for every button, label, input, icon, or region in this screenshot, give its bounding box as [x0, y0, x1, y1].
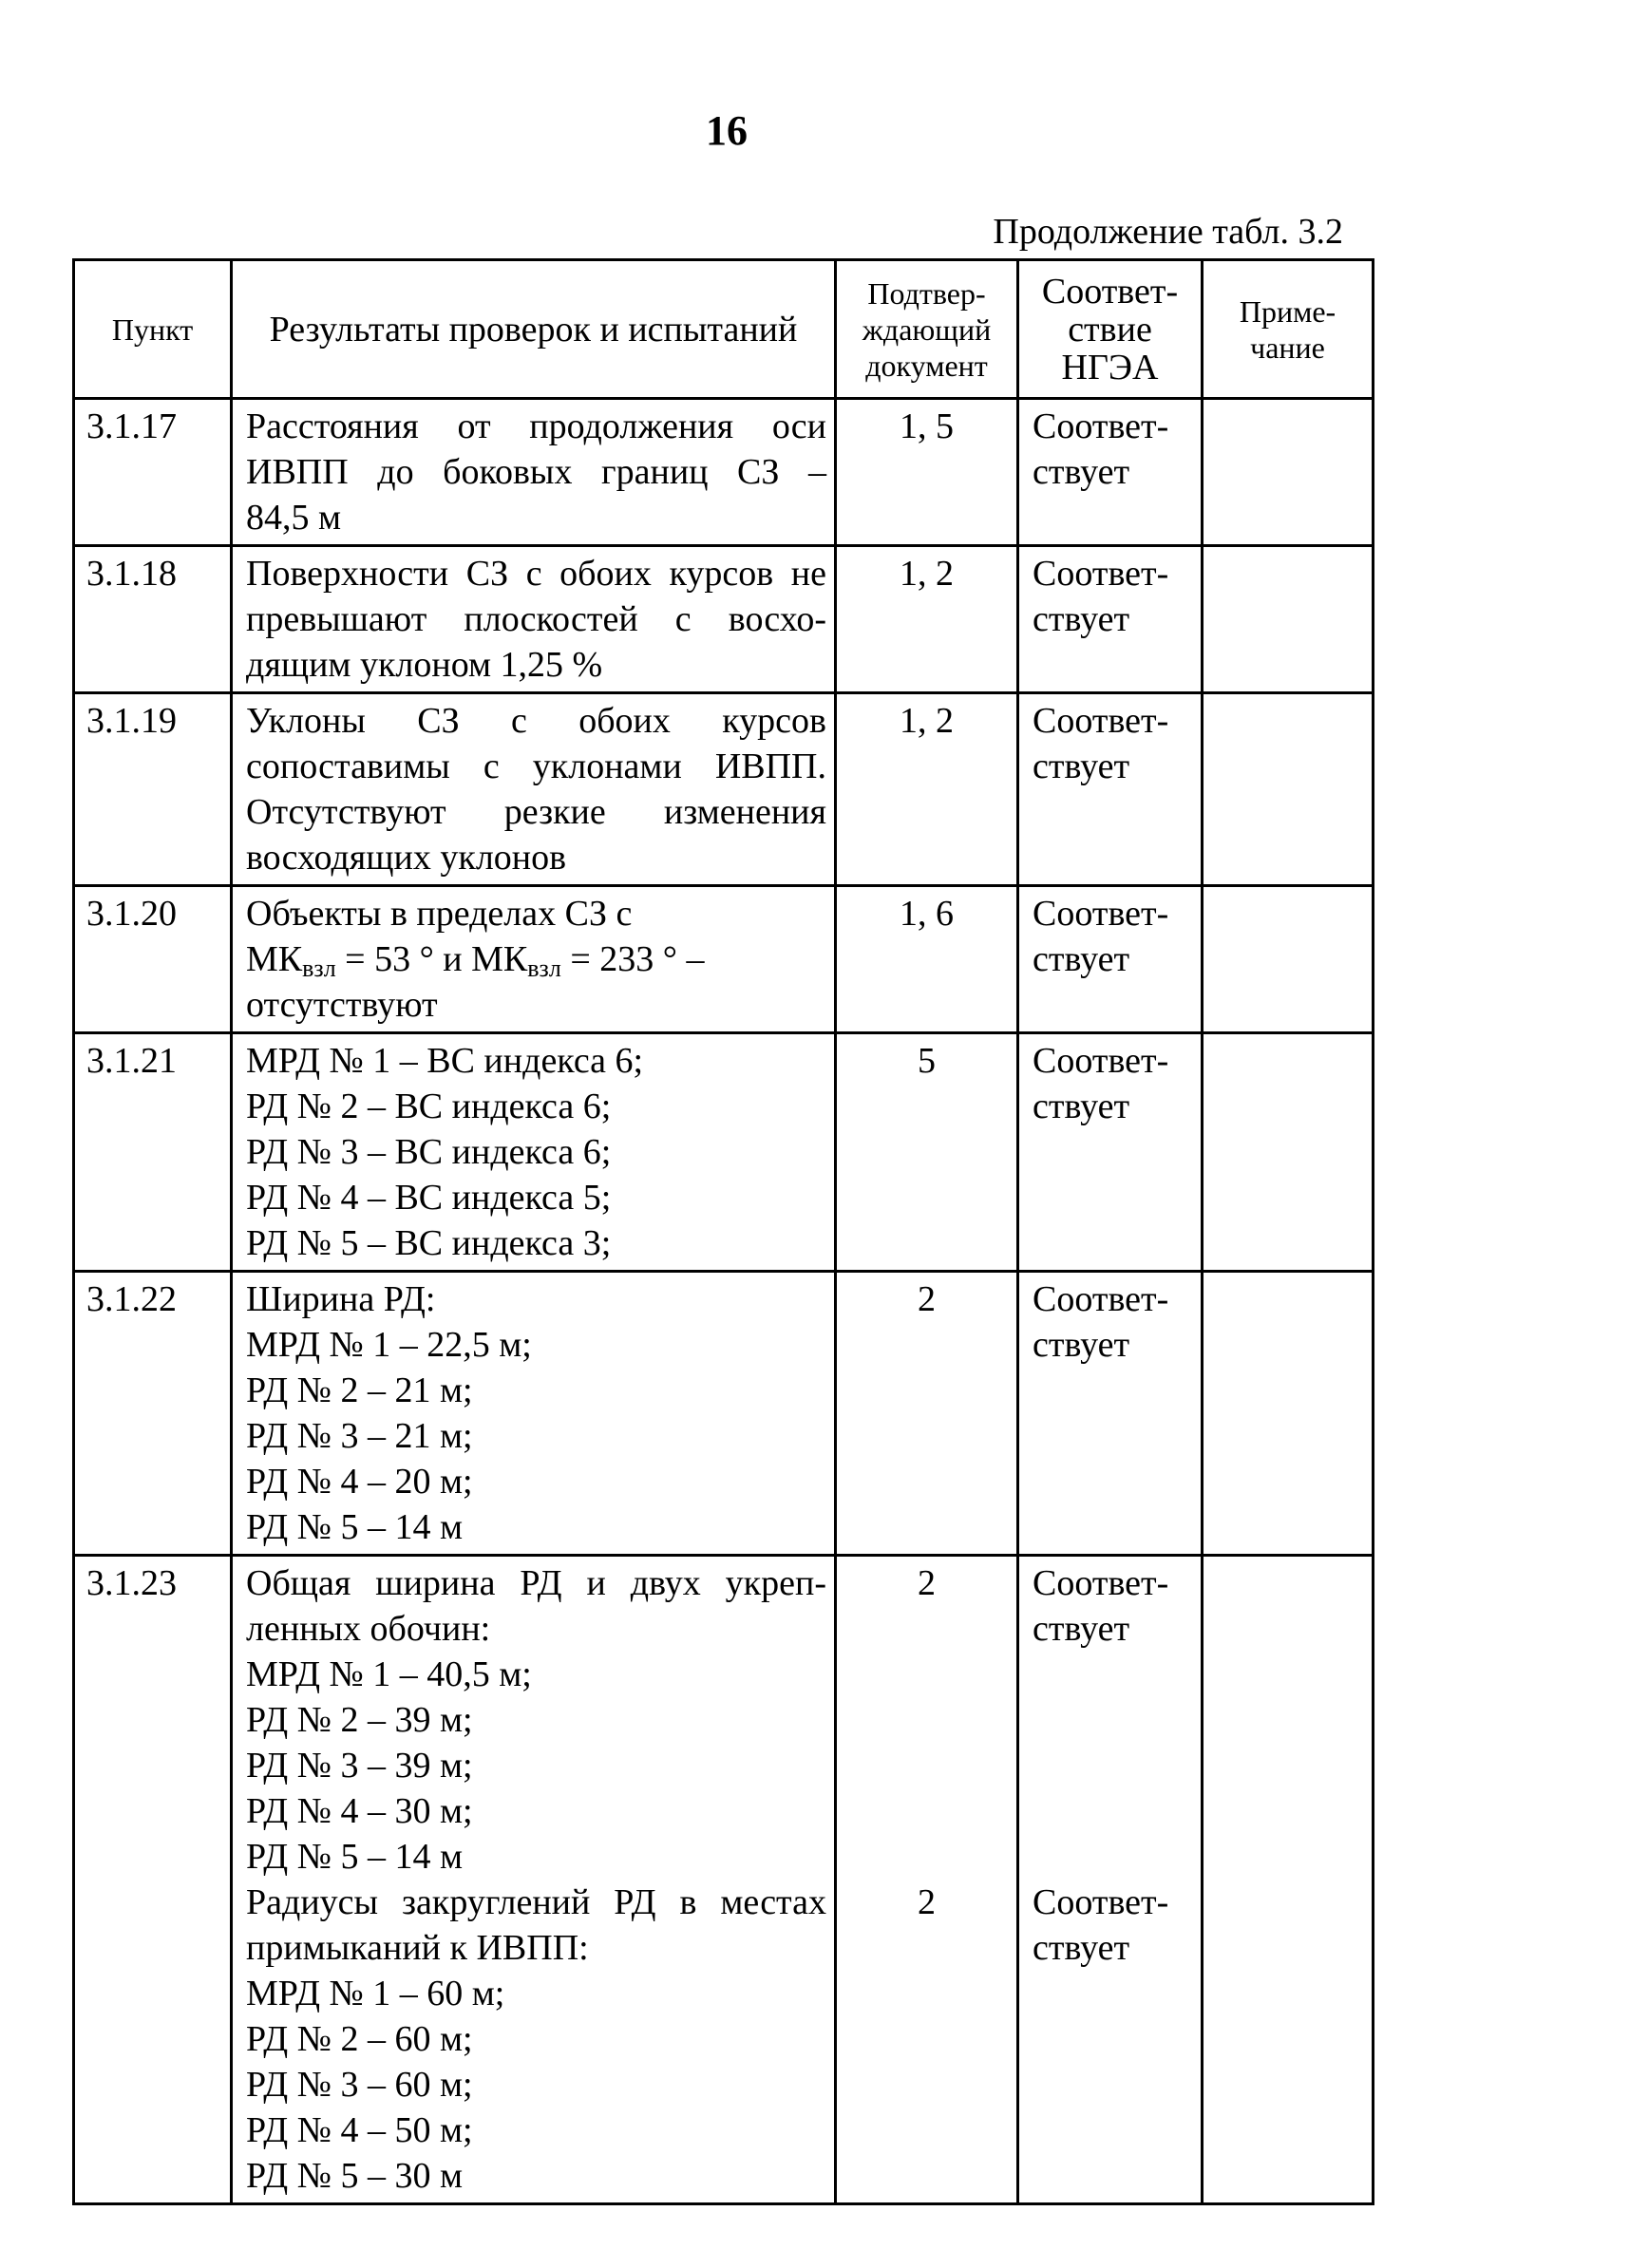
- result-line: РД № 2 – ВС индекса 6;: [246, 1087, 612, 1126]
- compliance-line: Соответ-: [1033, 406, 1169, 446]
- compliance-spacer: [1033, 1652, 1191, 1880]
- result-line: 84,5 м: [246, 498, 342, 538]
- row-result: [232, 1033, 836, 1272]
- result-line: РД № 3 – 21 м;: [246, 1416, 473, 1456]
- result-line: МРД № 1 – 40,5 м;: [246, 1654, 532, 1694]
- header-document-line: документ: [865, 348, 988, 383]
- header-compliance-line: ствие: [1068, 309, 1152, 350]
- table-row: [74, 1556, 1374, 2204]
- mk-label: МК: [471, 939, 528, 979]
- header-document-line: Подтвер-: [867, 275, 986, 311]
- row-document: [836, 1556, 1018, 2204]
- row-note: [1203, 399, 1374, 546]
- compliance-line: ствует: [1033, 1325, 1130, 1365]
- header-compliance: [1018, 260, 1203, 399]
- result-line: отсутствуют: [246, 985, 438, 1025]
- row-document: 5: [836, 1033, 1018, 1272]
- row-result: [232, 693, 836, 886]
- result-line: РД № 2 – 21 м;: [246, 1370, 473, 1410]
- result-line: Расстояния от продолжения оси: [246, 406, 826, 446]
- table-row: [74, 399, 1374, 546]
- mk-equation: = 233 ° –: [560, 939, 705, 979]
- row-point: 3.1.17: [74, 399, 232, 546]
- result-line: МРД № 1 – 60 м;: [246, 1974, 505, 2013]
- table-row: [74, 886, 1374, 1033]
- result-line: РД № 3 – ВС индекса 6;: [246, 1132, 612, 1172]
- result-line: МРД № 1 – 22,5 м;: [246, 1325, 532, 1365]
- table-row: [74, 546, 1374, 693]
- compliance-line: ствует: [1033, 939, 1130, 979]
- header-point: Пункт: [74, 260, 232, 399]
- results-table: [72, 258, 1374, 2205]
- result-line: ИВПП до боковых границ СЗ –: [246, 452, 826, 492]
- row-compliance: [1018, 399, 1203, 546]
- row-result: [232, 399, 836, 546]
- compliance-line: Соответ-: [1033, 554, 1169, 594]
- result-line: Уклоны СЗ с обоих курсов: [246, 701, 826, 741]
- row-document: 1, 5: [836, 399, 1018, 546]
- table-row: [74, 1033, 1374, 1272]
- result-line: МРД № 1 – ВС индекса 6;: [246, 1041, 644, 1081]
- result-line: РД № 4 – 30 м;: [246, 1791, 473, 1831]
- document-spacer: [846, 1606, 1007, 1880]
- header-document: [836, 260, 1018, 399]
- row-point: 3.1.23: [74, 1556, 232, 2204]
- result-line: РД № 5 – 30 м: [246, 2156, 463, 2196]
- row-document: 1, 2: [836, 546, 1018, 693]
- page-number: 16: [706, 107, 748, 154]
- result-line: РД № 5 – 14 м: [246, 1507, 463, 1547]
- row-note: [1203, 693, 1374, 886]
- result-line: превышают плоскостей с восхо-: [246, 599, 826, 639]
- row-result: [232, 886, 836, 1033]
- compliance-line: ствует: [1033, 747, 1130, 786]
- row-compliance: [1018, 1272, 1203, 1556]
- result-line: Общая ширина РД и двух укреп-: [246, 1563, 826, 1603]
- result-line: РД № 5 – 14 м: [246, 1837, 463, 1877]
- result-line: РД № 2 – 60 м;: [246, 2019, 473, 2059]
- result-line: Ширина РД:: [246, 1279, 436, 1319]
- row-point: 3.1.18: [74, 546, 232, 693]
- row-compliance: [1018, 1556, 1203, 2204]
- result-line: сопоставимы с уклонами ИВПП.: [246, 747, 826, 786]
- table-row: [74, 1272, 1374, 1556]
- compliance-line: Соответ-: [1033, 894, 1169, 934]
- table-caption: Продолжение табл. 3.2: [993, 212, 1343, 252]
- document-value: 2: [918, 1563, 936, 1603]
- mk-label: МК: [246, 939, 303, 979]
- row-result: [232, 1272, 836, 1556]
- compliance-line: Соответ-: [1033, 1041, 1169, 1081]
- compliance-line: ствует: [1033, 1928, 1130, 1968]
- compliance-line: Соответ-: [1033, 1563, 1169, 1603]
- document-value: 2: [918, 1882, 936, 1922]
- header-compliance-line: НГЭА: [1061, 347, 1159, 387]
- compliance-line: Соответ-: [1033, 1279, 1169, 1319]
- row-note: [1203, 1556, 1374, 2204]
- mk-subscript: взл: [302, 954, 336, 982]
- row-result: [232, 546, 836, 693]
- result-line: РД № 4 – 50 м;: [246, 2110, 473, 2150]
- result-line: РД № 4 – ВС индекса 5;: [246, 1178, 612, 1218]
- row-document: 1, 2: [836, 693, 1018, 886]
- row-compliance: [1018, 886, 1203, 1033]
- result-line: РД № 5 – ВС индекса 3;: [246, 1223, 612, 1263]
- header-note: [1203, 260, 1374, 399]
- compliance-line: ствует: [1033, 1609, 1130, 1649]
- row-document: 1, 6: [836, 886, 1018, 1033]
- row-compliance: [1018, 693, 1203, 886]
- row-note: [1203, 546, 1374, 693]
- header-note-line: Приме-: [1239, 293, 1336, 329]
- header-document-line: ждающий: [862, 312, 992, 347]
- row-note: [1203, 1272, 1374, 1556]
- result-line: РД № 4 – 20 м;: [246, 1462, 473, 1502]
- result-line: Поверхности СЗ с обоих курсов не: [246, 554, 826, 594]
- compliance-line: Соответ-: [1033, 701, 1169, 741]
- row-point: 3.1.20: [74, 886, 232, 1033]
- result-line: Отсутствуют резкие изменения: [246, 792, 826, 832]
- row-document: 2: [836, 1272, 1018, 1556]
- row-point: 3.1.22: [74, 1272, 232, 1556]
- result-line: РД № 3 – 39 м;: [246, 1746, 473, 1786]
- compliance-line: Соответ-: [1033, 1882, 1169, 1922]
- result-line: [246, 936, 826, 982]
- result-line: РД № 3 – 60 м;: [246, 2065, 473, 2105]
- result-line: Радиусы закруглений РД в местах: [246, 1882, 826, 1922]
- row-note: [1203, 886, 1374, 1033]
- result-line: РД № 2 – 39 м;: [246, 1700, 473, 1740]
- compliance-line: ствует: [1033, 452, 1130, 492]
- header-compliance-line: Соответ-: [1041, 271, 1179, 312]
- result-line: ленных обочин:: [246, 1609, 491, 1649]
- row-result: [232, 1556, 836, 2204]
- row-note: [1203, 1033, 1374, 1272]
- result-line: примыканий к ИВПП:: [246, 1928, 589, 1968]
- result-line: восходящих уклонов: [246, 838, 567, 878]
- compliance-line: ствует: [1033, 1087, 1130, 1126]
- mk-subscript: взл: [527, 954, 561, 982]
- row-point: 3.1.19: [74, 693, 232, 886]
- table-row: [74, 693, 1374, 886]
- header-note-line: чание: [1250, 330, 1325, 365]
- compliance-line: ствует: [1033, 599, 1130, 639]
- row-point: 3.1.21: [74, 1033, 232, 1272]
- row-compliance: [1018, 546, 1203, 693]
- row-compliance: [1018, 1033, 1203, 1272]
- result-line: Объекты в пределах СЗ с: [246, 894, 633, 934]
- result-line: дящим уклоном 1,25 %: [246, 645, 603, 685]
- mk-equation: = 53 ° и: [335, 939, 472, 979]
- table-header-row: [74, 260, 1374, 399]
- header-results: Результаты проверок и испытаний: [232, 260, 836, 399]
